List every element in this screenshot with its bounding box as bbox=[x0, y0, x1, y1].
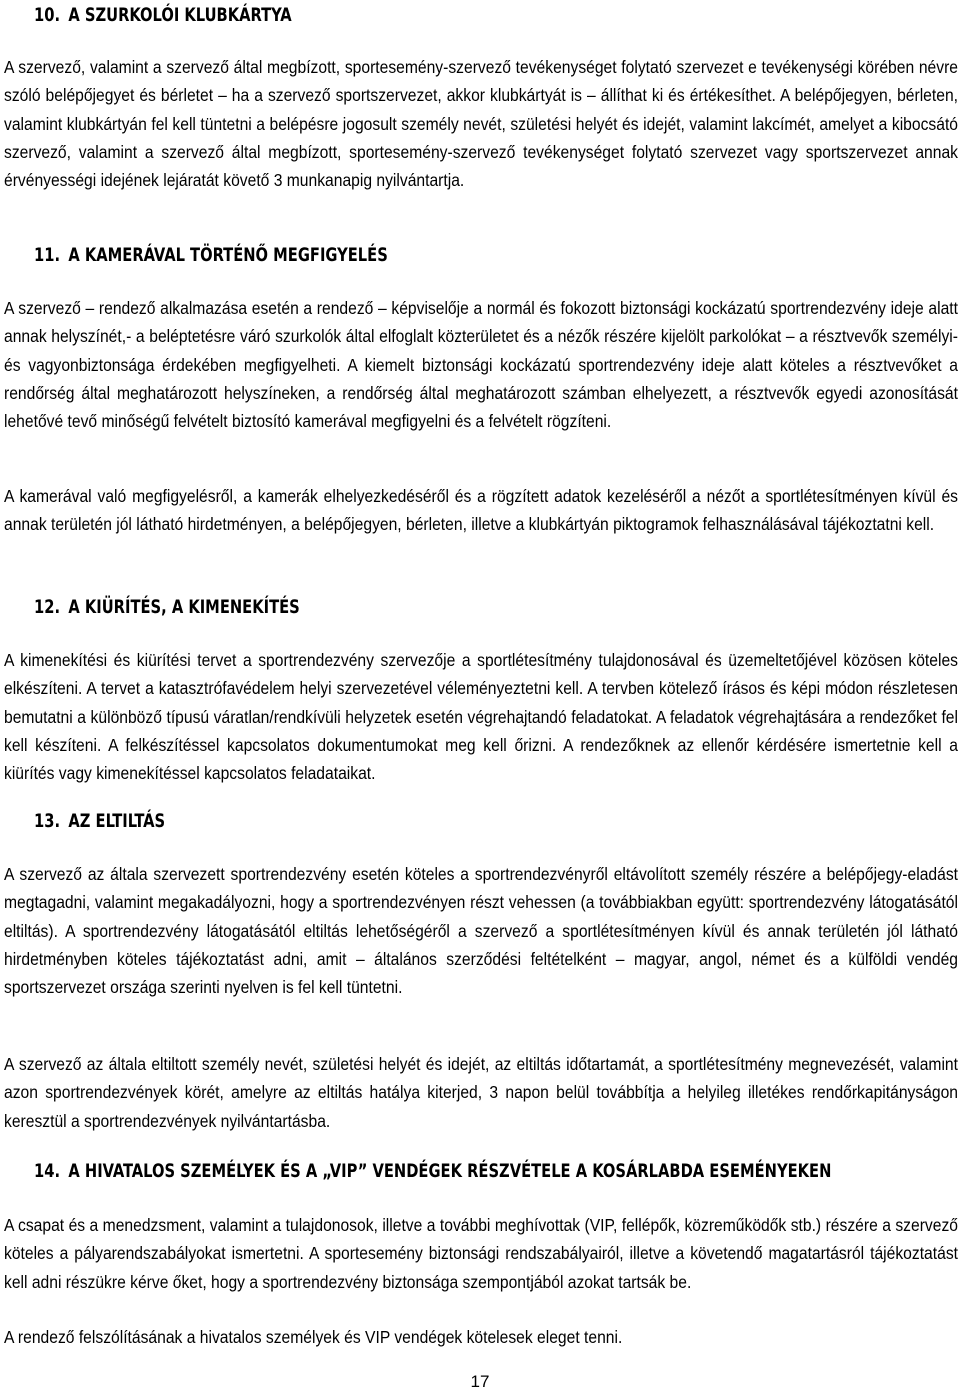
section-heading-12 bbox=[34, 596, 300, 618]
section-title: AZ ELTILTÁS bbox=[68, 810, 166, 832]
section-number: 10. bbox=[34, 4, 61, 26]
section-heading-13 bbox=[34, 810, 165, 832]
section-heading-14 bbox=[34, 1160, 831, 1182]
section-heading-11 bbox=[34, 244, 388, 266]
section-10-paragraph-1: A szervező, valamint a szervező által megbízott, sportesemény-szervező tevékenységet folytató szervezet e tevékenységi körében névre szóló belépőjegyet és bérletet – ha a szervező sportszervezet, akkor klubkártyát is – állíthat ki és értékesíthet. A belépőjegyen, bérleten, valamint klubkártyán fel kell tüntetni a belépésre jogosult személy nevét, születési helyét és idejét, valamint lakcímét, amelyet a kibocsátó szervező, valamint a szervező által megbízott, sportesemény-szervező tevékenységet folytató szervezet vagy sportszervezet annak érvényességi idejének lejáratát követő 3 munkanapig nyilvántartja. bbox=[4, 57, 958, 191]
section-title: A KAMERÁVAL TÖRTÉNŐ MEGFIGYELÉS bbox=[68, 244, 388, 266]
section-11-paragraph-2: A kamerával való megfigyelésről, a kamerák elhelyezkedéséről és a rögzített adatok kezeléséről a nézőt a sportlétesítményen kívül és annak területén jól látható hirdetményen, a belépőjegyen, bérleten, illetve a klubkártyán piktogramok felhasználásával tájékoztatni kell. bbox=[4, 486, 958, 535]
page-number: 17 bbox=[470, 1372, 490, 1391]
section-12-paragraph-1: A kimenekítési és kiürítési tervet a sportrendezvény szervezője a sportlétesítmény tulajdonosával és üzemeltetőjével közösen köteles elkészíteni. A tervet a katasztrófavédelem helyi szervezetével véleményeztetni kell. A tervben kötelező írásos és képi módon részletesen bemutatni a különböző típusú váratlan/rendkívüli helyzetek esetén végrehajtandó feladatokat. A feladatok végrehajtására a rendezőket fel kell készíteni. A felkészítéssel kapcsolatos dokumentumokat meg kell őrizni. A rendezőknek az ellenőr kérdésére ismertetnie kell a kiürítés vagy kimenekítéssel kapcsolatos feladataikat. bbox=[4, 650, 958, 784]
section-14-paragraph-1: A csapat és a menedzsment, valamint a tulajdonosok, illetve a további meghívottak (VIP, fellépők, közreműködők stb.) részére a szervező köteles a pályarendszabályokat ismertetni. A sportesemény biztonsági rendszabályairól, illetve a követendő magatartásról tájékoztatást kell adni részükre kérve őket, hogy a sportrendezvény biztonsága szempontjából azokat tartsák be. bbox=[4, 1215, 958, 1292]
section-11-paragraph-1: A szervező – rendező alkalmazása esetén a rendező – képviselője a normál és fokozott biztonsági kockázatú sportrendezvény ideje alatt annak helyszínét,- a beléptetésre váró szurkolók által elfoglalt közterületet és a nézők részére kijelölt parkolókat – a résztvevők személyi- és vagyonbiztonsága érdekében megfigyelheti. A kiemelt biztonsági kockázatú sportrendezvény ideje alatt köteles a résztvevőket a rendőrség által meghatározott helyszíneken, a rendőrség által meghatározott számban elhelyezett, a résztvevők egyedi azonosítását lehetővé tevő minőségű felvételt biztosító kamerával megfigyelni és a felvételt rögzíteni. bbox=[4, 298, 958, 432]
section-number: 14. bbox=[34, 1160, 61, 1182]
section-13-paragraph-1: A szervező az általa szervezett sportrendezvény esetén köteles a sportrendezvényről eltávolított személy részére a belépőjegy-eladást megtagadni, valamint megakadályozni, hogy a sportrendezvényen részt vehessen (a továbbiakban együtt: sportrendezvény látogatásától eltiltás). A sportrendezvény látogatásától eltiltás lehetőségéről a szervező a sportlétesítményen kívül és annak területén jól látható hirdetményben köteles tájékoztatást adni, amit – általános szerződési feltételként – magyar, angol, német és a külföldi vendég sportszervezet országa szerinti nyelven is fel kell tüntetni. bbox=[4, 864, 958, 998]
section-heading-10 bbox=[34, 4, 292, 26]
section-title: A KIÜRÍTÉS, A KIMENEKÍTÉS bbox=[68, 596, 300, 618]
section-number: 12. bbox=[34, 596, 61, 618]
section-number: 11. bbox=[34, 244, 61, 266]
section-14-paragraph-2: A rendező felszólításának a hivatalos személyek és VIP vendégek kötelesek eleget tenni. bbox=[4, 1327, 623, 1347]
section-title: A SZURKOLÓI KLUBKÁRTYA bbox=[68, 4, 292, 26]
section-13-paragraph-2: A szervező az általa eltiltott személy nevét, születési helyét és idejét, az eltiltás időtartamát, a sportlétesítmény megnevezését, valamint azon sportrendezvények körét, amelyre az eltiltás hatálya kiterjed, 3 napon belül továbbítja a helyileg illetékes rendőrkapitányságon keresztül a sportrendezvények nyilvántartásba. bbox=[4, 1054, 958, 1131]
section-number: 13. bbox=[34, 810, 61, 832]
section-title: A HIVATALOS SZEMÉLYEK ÉS A „VIP” VENDÉGEK RÉSZVÉTELE A KOSÁRLABDA ESEMÉNYEKEN bbox=[68, 1160, 832, 1182]
